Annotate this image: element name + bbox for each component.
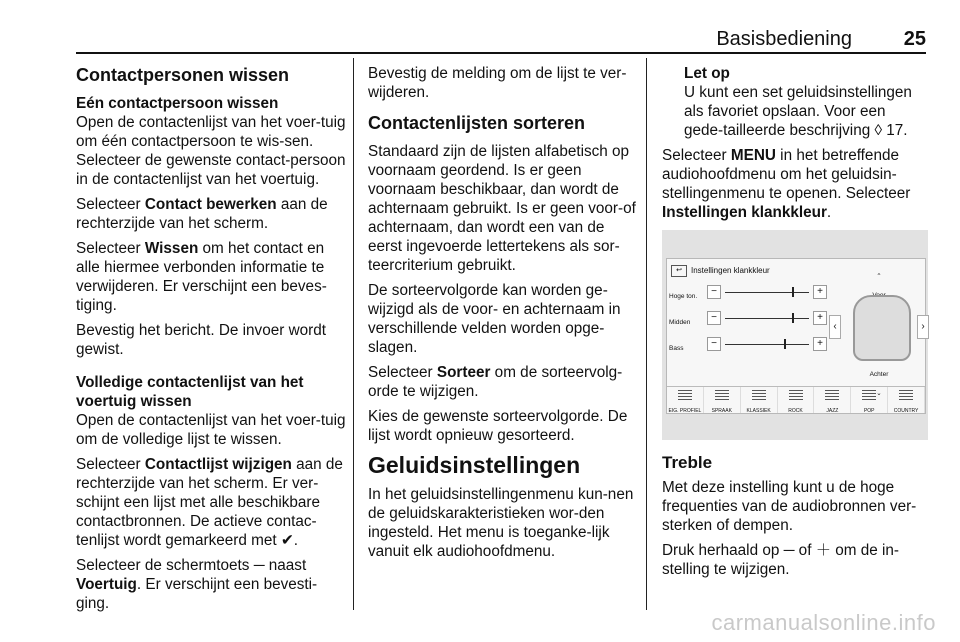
subheading: Volledige contactenlijst van het voertuig wissen [76, 374, 304, 410]
back-icon: ↩ [671, 265, 687, 277]
chevron-up-icon: ⌃ [876, 273, 882, 280]
balance-fader-area [833, 269, 925, 397]
plus-icon: + [813, 337, 827, 351]
preset-label: KLASSIEK [746, 408, 771, 414]
paragraph: Selecteer Contact bewerken aan de rechterzijde van het scherm. [76, 196, 328, 232]
note-box [662, 64, 928, 140]
preset-button [704, 387, 741, 413]
chapter-heading: Geluidsinstellingen [368, 452, 581, 478]
slider-label: Hoge ton. [669, 293, 698, 300]
equalizer-icon [715, 390, 729, 400]
slider-label: Bass [669, 345, 684, 352]
equalizer-icon [678, 390, 692, 400]
plus-icon: + [813, 311, 827, 325]
paragraph: In het geluidsinstellingenmenu kun-nen de geluidskarakteristieken wor-den ingesteld. Het menu is toeganke-lijk vanuit elk audiohoofdmenu. [368, 486, 634, 560]
paragraph: Bevestig het bericht. De invoer wordt gewist. [76, 322, 326, 358]
chevron-left-icon: ‹ [829, 315, 841, 339]
slider-knob [784, 339, 786, 349]
paragraph: Kies de gewenste sorteervolgorde. De lijst wordt opnieuw gesorteerd. [368, 408, 628, 444]
slider-knob [792, 287, 794, 297]
rear-label: Achter ⌄ [859, 365, 899, 403]
equalizer-icon [789, 390, 803, 400]
page-header [76, 28, 926, 48]
paragraph: Open de contactenlijst van het voer-tuig om de volledige lijst te wissen. [76, 412, 346, 448]
equalizer-presets [667, 386, 925, 413]
slider-track [725, 344, 809, 345]
equalizer-icon [825, 390, 839, 400]
header-rule [76, 52, 926, 54]
screen-illustration [662, 230, 928, 440]
paragraph: Standaard zijn de lijsten alfabetisch op voornaam geordend. Is er geen voornaam beschikbaar, dan wordt de achternaam gebruikt. Is er geen voor-of achternaam, dan wordt een van de eerst ingevoerde lettertekens als sor-teercriterium gebruikt. [368, 143, 636, 274]
equalizer-icon [752, 390, 766, 400]
preset-label: EIG. PROFIEL [668, 408, 702, 414]
equalizer-icon [862, 390, 876, 400]
paragraph: Druk herhaald op ─ of ＋ om de in-stelling te wijzigen. [662, 542, 900, 578]
preset-label: COUNTRY [893, 408, 919, 414]
note-heading: Let op [684, 65, 730, 82]
equalizer-icon [899, 390, 913, 400]
section-heading: Treble [662, 453, 713, 472]
subheading: Eén contactpersoon wissen [76, 95, 279, 112]
preset-label: JAZZ [826, 408, 839, 414]
screen-title-bar [671, 261, 770, 280]
preset-button [741, 387, 778, 413]
section-heading: Contactenlijsten sorteren [368, 113, 586, 133]
paragraph: Bevestig de melding om de lijst te ver-wijderen. [368, 65, 627, 101]
column-3 [662, 64, 928, 585]
page-number: 25 [903, 28, 926, 50]
preset-button [667, 387, 704, 413]
column-divider-2 [646, 58, 647, 610]
chevron-right-icon: › [917, 315, 929, 339]
paragraph: Selecteer Wissen om het contact en alle hiermee verbonden informatie te verwijderen. Er verschijnt een beves-tiging. [76, 240, 327, 314]
preset-button [851, 387, 888, 413]
section-heading: Contactpersonen wissen [76, 65, 290, 85]
slider-label: Midden [669, 319, 691, 326]
preset-label: SPRAAK [711, 408, 732, 414]
chevron-down-icon: ⌄ [876, 390, 882, 397]
column-2 [368, 64, 636, 567]
paragraph: Selecteer Contactlijst wijzigen aan de rechterzijde van het scherm. Er ver-schijnt een lijst met alle beschikbare contactbronnen. De actieve contac-tenlijst wordt gemarkeerd met ✔. [76, 456, 343, 549]
minus-icon: − [707, 285, 721, 299]
preset-label: ROCK [788, 408, 803, 414]
plus-icon: + [813, 285, 827, 299]
paragraph: Selecteer de schermtoets ─ naast Voertuig. Er verschijnt een bevesti-ging. [76, 557, 318, 612]
paragraph: De sorteervolgorde kan worden ge-wijzigd als de voor- en achternaam in verschillende velden worden opge-slagen. [368, 282, 621, 356]
paragraph: Selecteer Sorteer om de sorteervolg-orde te wijzigen. [368, 364, 623, 400]
minus-icon: − [707, 337, 721, 351]
infotainment-screen [666, 258, 926, 414]
column-divider-1 [353, 58, 354, 610]
column-1 [76, 64, 346, 619]
paragraph: Open de contactenlijst van het voer-tuig om één contactpersoon te wis-sen. Selecteer de gewenste contact-persoon in de contactenlijst van het voertuig. [76, 114, 346, 188]
paragraph: Selecteer MENU in het betreffende audiohoofdmenu om het geluidsin-stellingenmenu te openen. Selecteer Instellingen klankkleur. [662, 147, 911, 221]
preset-button [778, 387, 815, 413]
preset-button [814, 387, 851, 413]
screen-title: Instellingen klankkleur [691, 266, 770, 275]
running-title: Basisbediening [716, 28, 852, 50]
preset-label: POP [863, 408, 875, 414]
note-text: U kunt een set geluidsinstellingen als favoriet opslaan. Voor een gede-tailleerde beschrijving ◊ 17. [684, 84, 912, 139]
slider-track [725, 292, 809, 293]
car-top-view [853, 295, 911, 361]
minus-icon: − [707, 311, 721, 325]
watermark: carmanualsonline.info [711, 610, 936, 635]
paragraph: Met deze instelling kunt u de hoge frequenties van de audiobronnen ver-sterken of dempen. [662, 479, 917, 534]
preset-button [888, 387, 925, 413]
slider-track [725, 318, 809, 319]
slider-knob [792, 313, 794, 323]
